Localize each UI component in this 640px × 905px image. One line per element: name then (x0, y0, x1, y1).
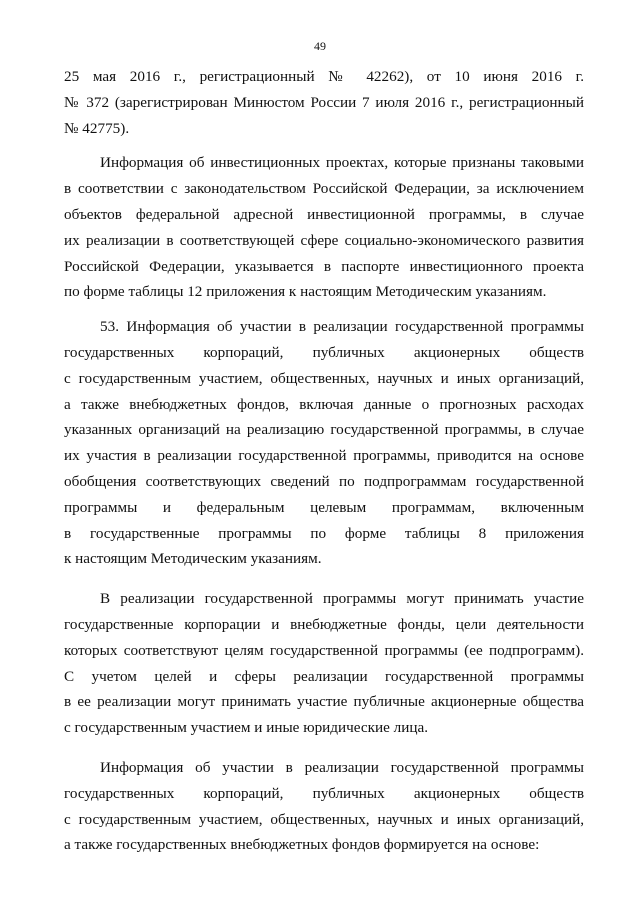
text-line: которых соответствуют целям государственной программы (ее подпрограмм). (64, 641, 584, 659)
text-line: а также внебюджетных фондов, включая данные о прогнозных расходах (64, 395, 584, 413)
paragraph-participants (64, 586, 584, 741)
text-line: указанных организаций на реализацию государственной программы, в случае (64, 421, 584, 439)
text-line: их реализации в соответствующей сфере социально-экономического развития (64, 231, 584, 249)
text-line: Информация об участии в реализации государственной программы (100, 758, 584, 776)
text-line: их участия в реализации государственной программы, приводится на основе (64, 447, 584, 465)
text-line: № 372 (зарегистрирован Минюстом России 7 июля 2016 г., регистрационный (64, 93, 584, 111)
paragraph-item-53 (64, 314, 584, 572)
text-line: к настоящим Методическим указаниям. (64, 550, 322, 568)
text-line: по форме таблицы 12 приложения к настоящим Методическим указаниям. (64, 283, 547, 301)
text-line: с государственным участием, общественных, научных и иных организаций, (64, 369, 584, 387)
page-number: 49 (314, 39, 326, 53)
text-line: С учетом целей и сферы реализации государственной программы (64, 667, 584, 685)
text-line: 53. Информация об участии в реализации государственной программы (100, 318, 584, 336)
text-line: с государственным участием и иные юридические лица. (64, 719, 429, 737)
text-line: с государственным участием, общественных, научных и иных организаций, (64, 810, 584, 828)
text-line: в соответствии с законодательством Российской Федерации, за исключением (64, 180, 584, 198)
paragraph-registration-tail (64, 64, 584, 141)
text-line: в ее реализации могут принимать участие публичные акционерные общества (64, 693, 584, 711)
text-line: объектов федеральной адресной инвестиционной программы, в случае (64, 205, 584, 223)
text-line: а также государственных внебюджетных фондов формируется на основе: (64, 836, 540, 854)
text-line: обобщения соответствующих сведений по подпрограммам государственной (64, 472, 584, 490)
paragraph-investment-projects (64, 150, 584, 305)
text-line: № 42775). (64, 119, 130, 137)
text-line: в государственные программы по форме таблицы 8 приложения (64, 524, 584, 542)
document-body (64, 64, 584, 858)
text-line: Российской Федерации, указывается в паспорте инвестиционного проекта (64, 257, 584, 275)
text-line: 25 мая 2016 г., регистрационный № 42262), от 10 июня 2016 г. (64, 68, 584, 85)
text-line: государственных корпораций, публичных акционерных обществ (64, 343, 584, 361)
text-line: программы и федеральным целевым программам, включенным (64, 498, 584, 516)
paragraph-information-basis (64, 755, 584, 858)
text-line: государственные корпорации и внебюджетные фонды, цели деятельности (64, 615, 584, 633)
text-line: государственных корпораций, публичных акционерных обществ (64, 784, 584, 802)
text-line: Информация об инвестиционных проектах, которые признаны таковыми (100, 154, 584, 172)
text-line: В реализации государственной программы могут принимать участие (100, 590, 584, 608)
